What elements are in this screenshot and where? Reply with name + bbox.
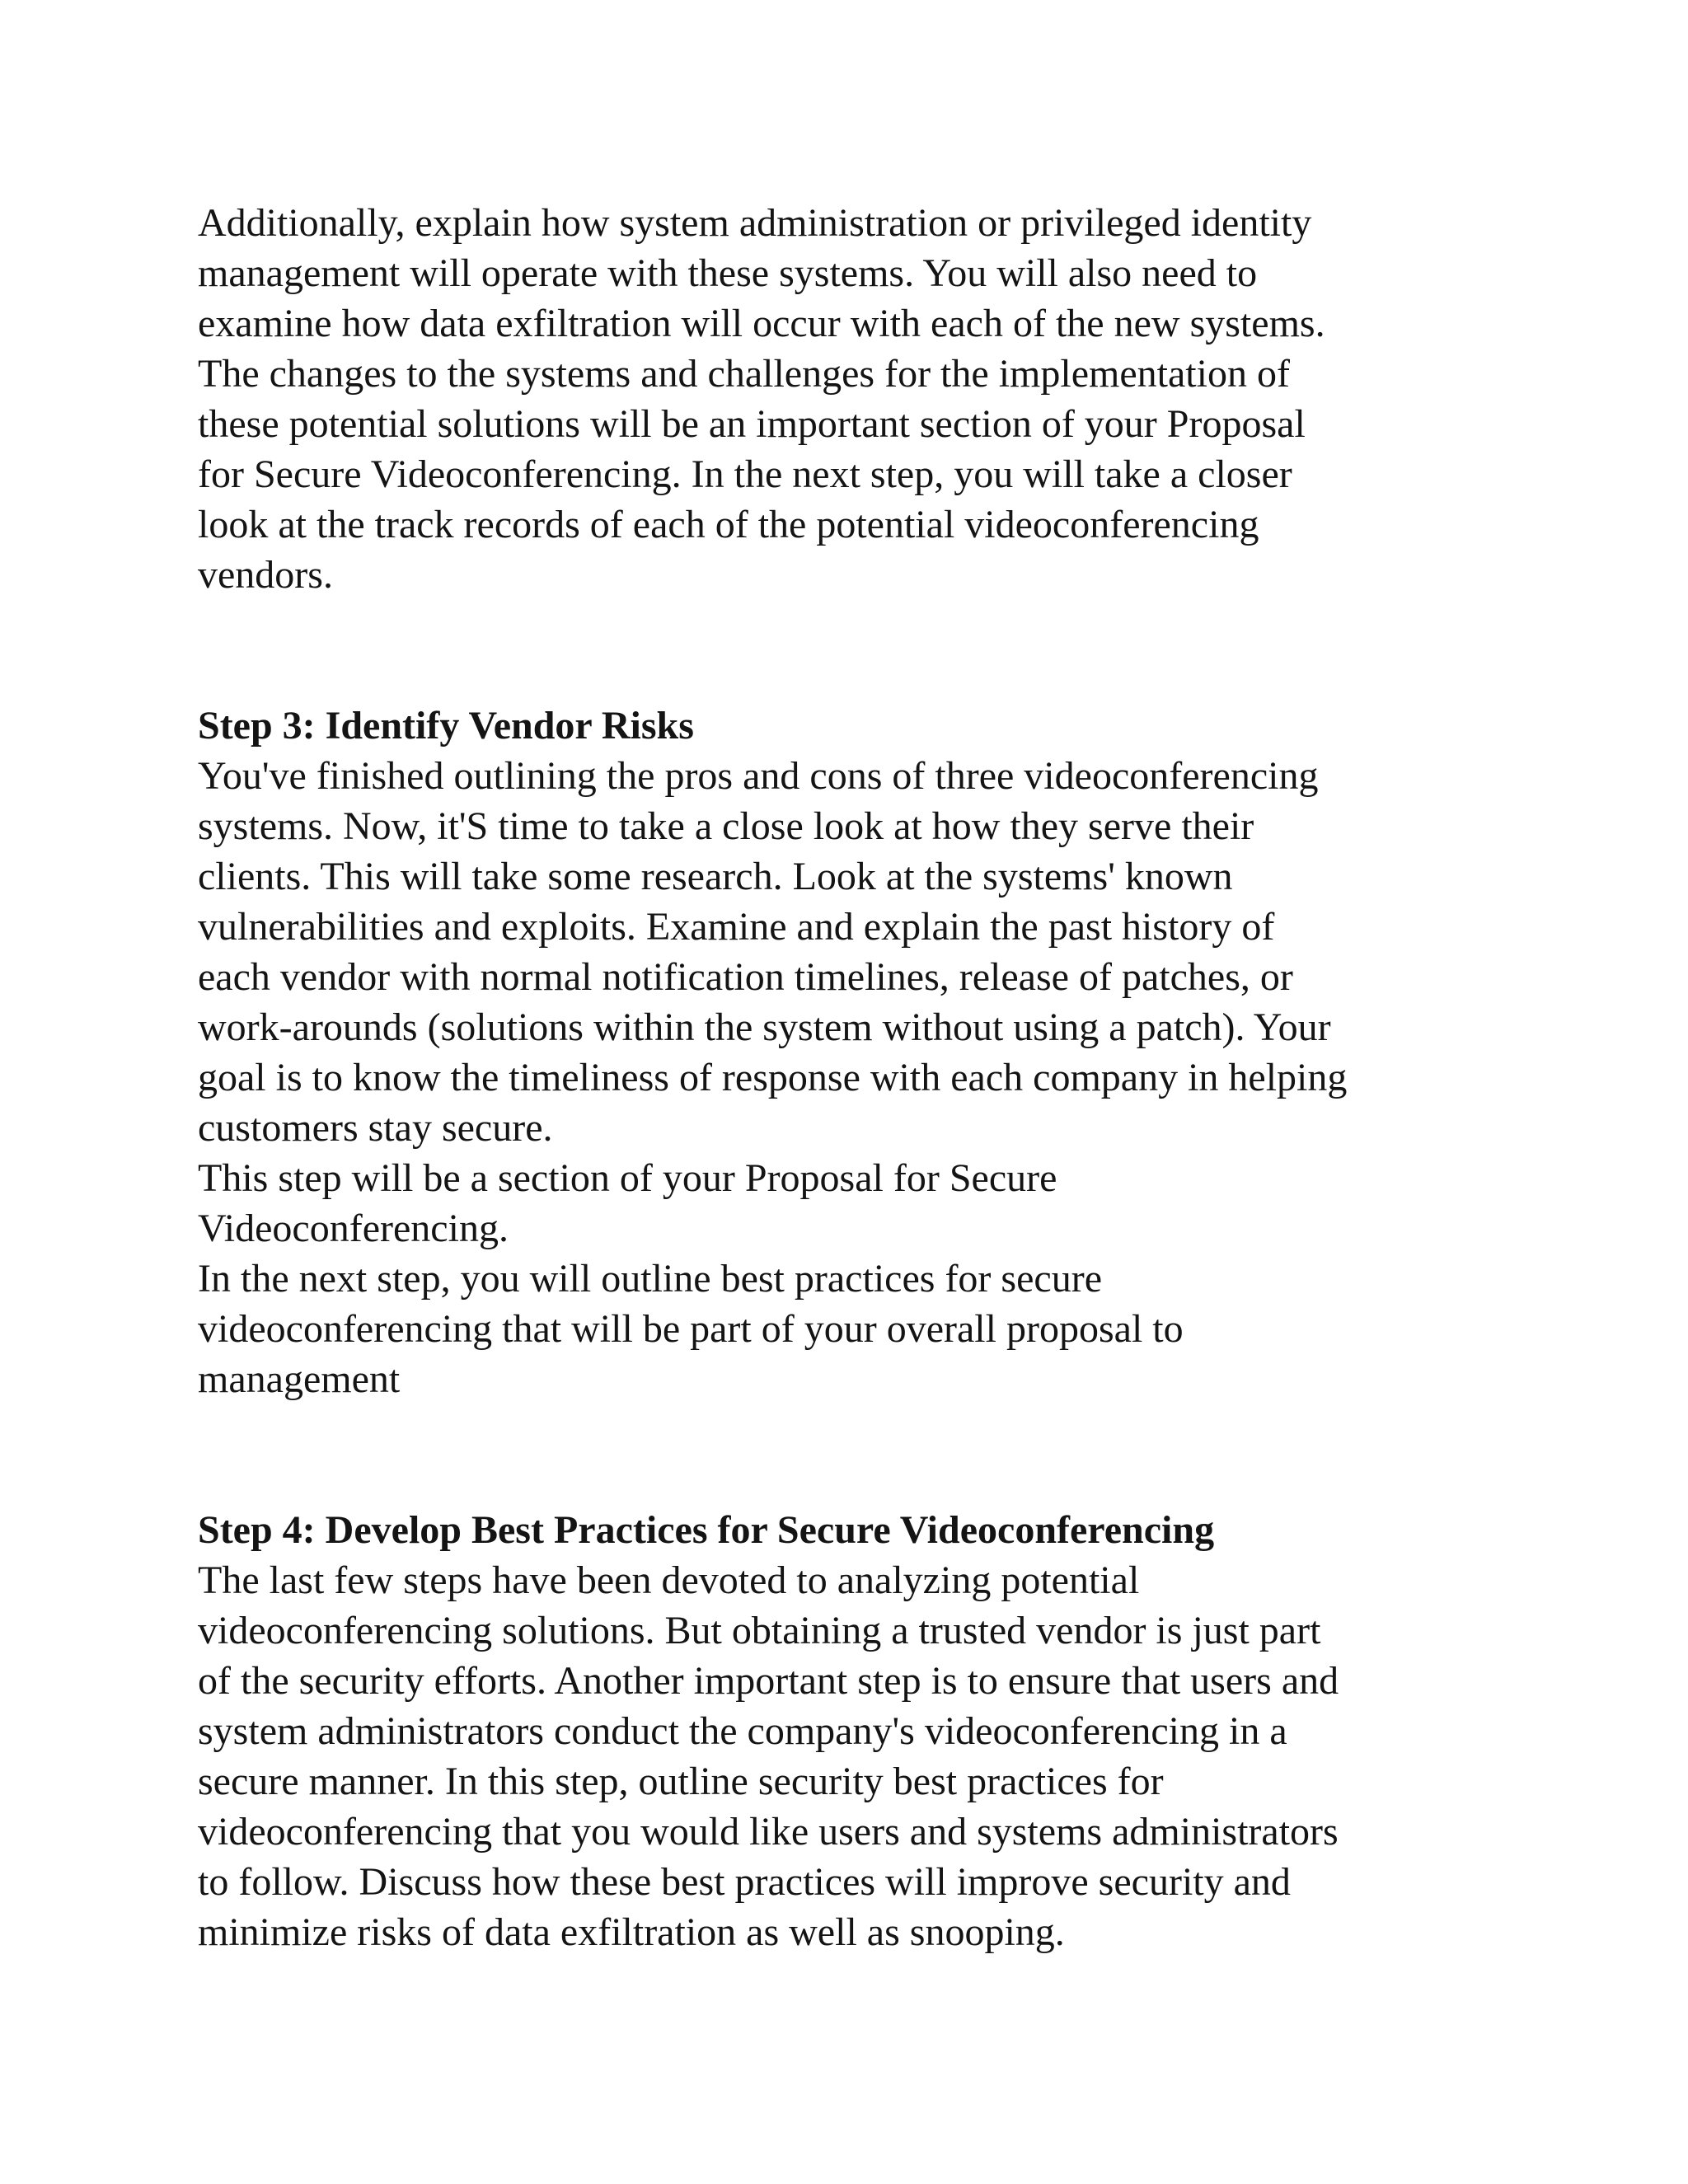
step4-paragraph-1: The last few steps have been devoted to analyzing potential videoconferencing solutions. But obtaining a trusted vendor is just part of the security efforts. Another important step is to ensure that users and system administrators conduct the company's videoconferencing in a secure manner. In this step, outline security best practices for videoconferencing that you would like users and systems administrators to follow. Discuss how these best practices will improve security and minimize risks of data exfiltration as well as snooping.: [198, 1558, 1339, 1954]
document-body: [198, 198, 1500, 1957]
step3-heading: Step 3: Identify Vendor Risks: [198, 704, 694, 748]
step4-section: [198, 1505, 1500, 1957]
step3-section: [198, 701, 1500, 1404]
step4-heading: Step 4: Develop Best Practices for Secure Videoconferencing: [198, 1508, 1215, 1552]
intro-paragraph: Additionally, explain how system administration or privileged identity management will operate with these systems. You will also need to examine how data exfiltration will occur with each of the new systems. The changes to the systems and challenges for the implementation of these potential solutions will be an important section of your Proposal for Secure Videoconferencing. In the next step, you will take a closer look at the track records of each of the potential videoconferencing vendors.: [198, 201, 1325, 597]
step3-paragraph-2: This step will be a section of your Proposal for Secure Videoconferencing.: [198, 1156, 1057, 1250]
step3-paragraph-3: In the next step, you will outline best practices for secure videoconferencing that will be part of your overall proposal to management: [198, 1257, 1184, 1401]
step3-paragraph-1: You've finished outlining the pros and cons of three videoconferencing systems. Now, it'S time to take a close look at how they serve their clients. This will take some research. Look at the systems' known vulnerabilities and exploits. Examine and explain the past history of each vendor with normal notification timelines, release of patches, or work-arounds (solutions within the system without using a patch). Your goal is to know the timeliness of response with each company in helping customers stay secure.: [198, 754, 1348, 1150]
